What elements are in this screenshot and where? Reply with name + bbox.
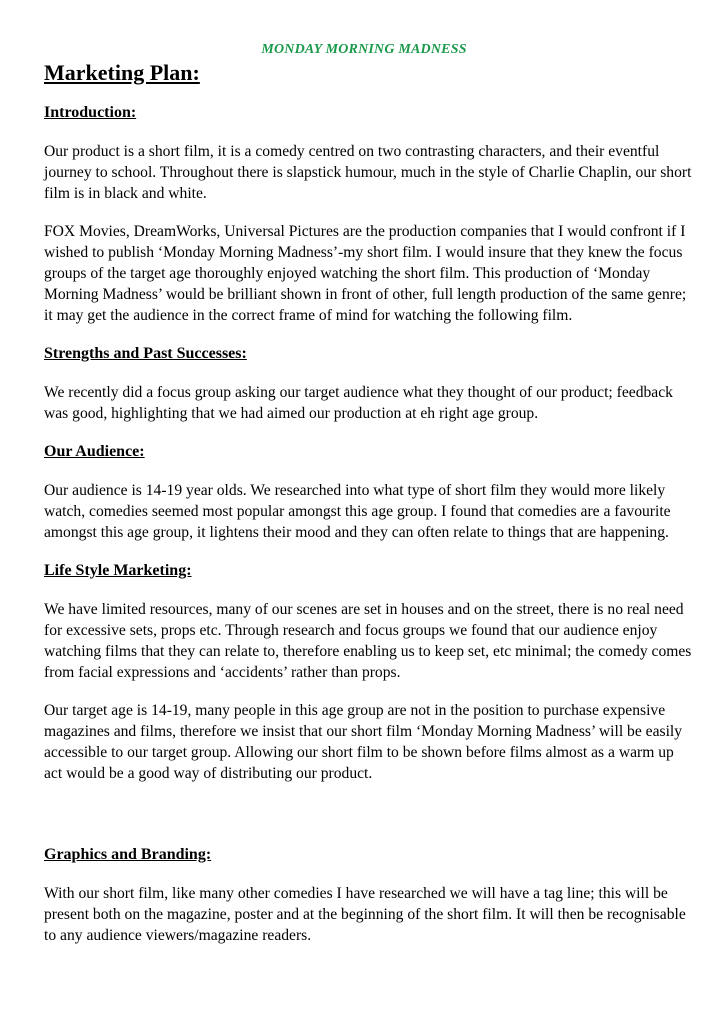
header-title: MONDAY MORNING MADNESS [261,42,467,57]
paragraph-graphics-1: With our short film, like many other comedies I have researched we will have a tag line; this will be present both on the magazine, poster and at the beginning of the short film. It will then be recognisable to any audience viewers/magazine readers. [44,885,686,944]
section-heading-lifestyle: Life Style Marketing: [44,562,192,579]
paragraph-introduction-2: FOX Movies, DreamWorks, Universal Pictures are the production companies that I would confront if I wished to publish ‘Monday Morning Madness’-my short film. I would insure that they knew the focus groups of the target age thoroughly enjoyed watching the short film. This production of ‘Monday Morning Madness’ would be brilliant shown in front of other, full length production of the same genre; it may get the audience in the correct frame of mind for watching the following film. [44,223,687,324]
section-heading-introduction: Introduction: [44,104,137,121]
paragraph-lifestyle-2: Our target age is 14-19, many people in this age group are not in the position to purchase expensive magazines and films, therefore we insist that our short film ‘Monday Morning Madness’ will be easily accessible to our target group. Allowing our short film to be shown before films almost as a warm up act would be a good way of distributing our product. [44,702,683,782]
paragraph-introduction-1: Our product is a short film, it is a comedy centred on two contrasting characters, and their eventful journey to school. Throughout there is slapstick humour, much in the style of Charlie Chaplin, our short film is in black and white. [44,143,692,202]
paragraph-strengths-1: We recently did a focus group asking our target audience what they thought of our product; feedback was good, highlighting that we had aimed our production at eh right age group. [44,384,673,422]
section-heading-audience: Our Audience: [44,443,145,460]
section-heading-graphics: Graphics and Branding: [44,846,212,863]
paragraph-audience-1: Our audience is 14-19 year olds. We researched into what type of short film they would more likely watch, comedies seemed most popular amongst this age group. I found that comedies are a favourite amongst this age group, it lightens their mood and they can often relate to things that are happening. [44,482,671,541]
document-page [44,36,692,946]
section-heading-strengths: Strengths and Past Successes: [44,345,247,362]
paragraph-lifestyle-1: We have limited resources, many of our scenes are set in houses and on the street, there is no real need for excessive sets, props etc. Through research and focus groups we found that our audience enjoy watching films that they can relate to, therefore enabling us to keep set, etc minimal; the comedy comes from facial expressions and ‘accidents’ rather than props. [44,601,692,681]
document-title: Marketing Plan: [44,60,200,85]
